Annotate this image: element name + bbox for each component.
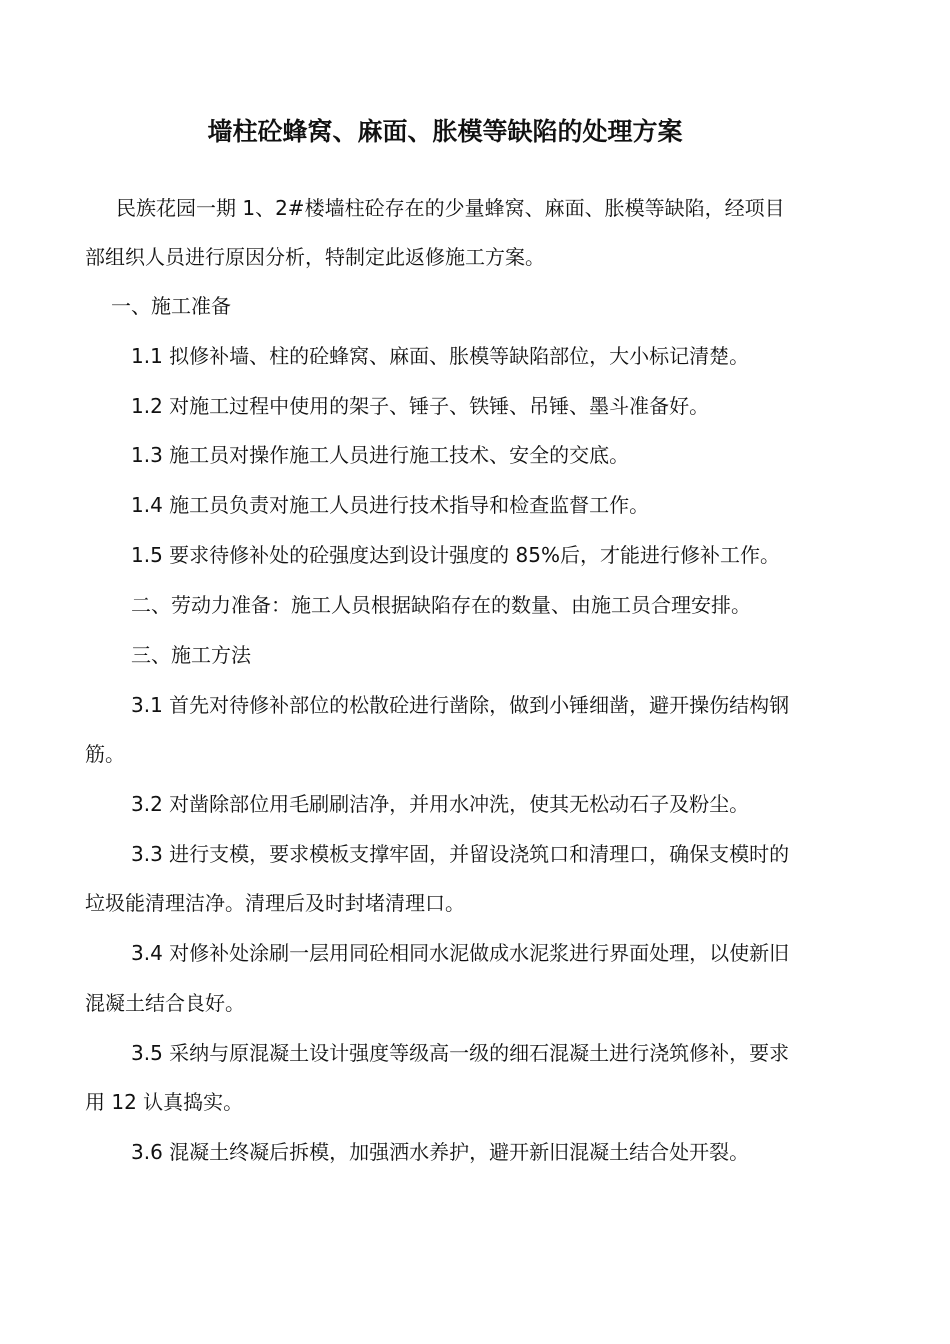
item-3-2: 3.2 对凿除部位用毛刷刷洁净，并用水冲洗，使其无松动石子及粉尘。	[131, 792, 750, 816]
item-3-5-line-1: 3.5 采纳与原混凝土设计强度等级高一级的细石混凝土进行浇筑修补，要求	[131, 1041, 790, 1065]
item-3-3-line-2: 垃圾能清理洁净。清理后及时封堵清理口。	[85, 891, 465, 915]
item-3-1-line-2: 筋。	[85, 742, 125, 766]
item-1-3: 1.3 施工员对操作施工人员进行施工技术、安全的交底。	[131, 443, 630, 467]
section-2-labor: 二、劳动力准备：施工人员根据缺陷存在的数量、由施工员合理安排。	[131, 593, 751, 617]
document-title: 墙柱砼蜂窝、麻面、胀模等缺陷的处理方案	[207, 117, 683, 146]
item-1-1: 1.1 拟修补墙、柱的砼蜂窝、麻面、胀模等缺陷部位，大小标记清楚。	[131, 344, 750, 368]
item-3-6: 3.6 混凝土终凝后拆模，加强洒水养护，避开新旧混凝土结合处开裂。	[131, 1140, 750, 1164]
section-1-heading: 一、施工准备	[111, 294, 231, 318]
item-1-5: 1.5 要求待修补处的砼强度达到设计强度的 85%后，才能进行修补工作。	[131, 543, 780, 567]
item-1-4: 1.4 施工员负责对施工人员进行技术指导和检查监督工作。	[131, 493, 650, 517]
intro-line-2: 部组织人员进行原因分析，特制定此返修施工方案。	[85, 245, 545, 269]
item-3-4-line-2: 混凝土结合良好。	[85, 991, 245, 1015]
section-3-heading: 三、施工方法	[131, 643, 251, 667]
item-3-1-line-1: 3.1 首先对待修补部位的松散砼进行凿除，做到小锤细凿，避开操伤结构钢	[131, 693, 790, 717]
item-3-3-line-1: 3.3 进行支模，要求模板支撑牢固，并留设浇筑口和清理口，确保支模时的	[131, 842, 790, 866]
item-1-2: 1.2 对施工过程中使用的架子、锤子、铁锤、吊锤、墨斗准备好。	[131, 394, 710, 418]
item-3-5-line-2: 用 12 认真捣实。	[85, 1090, 244, 1114]
item-3-4-line-1: 3.4 对修补处涂刷一层用同砼相同水泥做成水泥浆进行界面处理，以使新旧	[131, 941, 790, 965]
intro-line-1: 民族花园一期 1、2#楼墙柱砼存在的少量蜂窝、麻面、胀模等缺陷，经项目	[116, 196, 785, 220]
